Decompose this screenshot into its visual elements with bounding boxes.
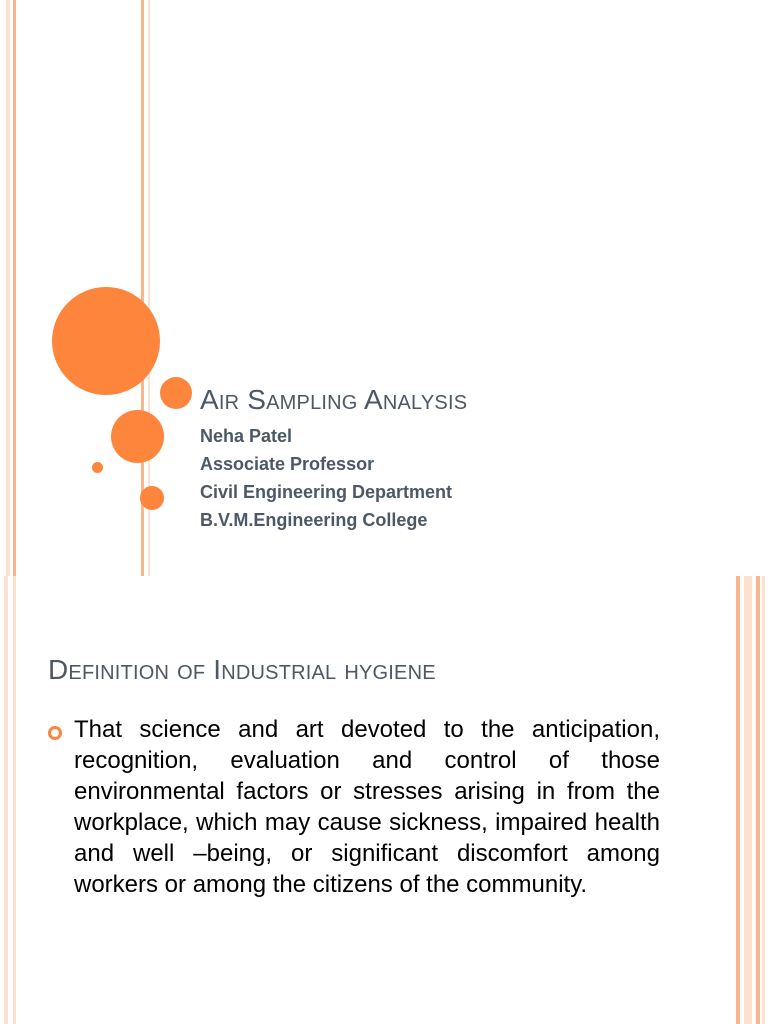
college-name: B.V.M.Engineering College [200, 510, 428, 530]
definition-text: That science and art devoted to the anticipation, recognition, evaluation and control of those environmental factors or stresses arising in from the workplace, which may cause sickness, impaired health and well –being, or significant discomfort among workers or among the citizens of the community. [74, 716, 660, 898]
decorative-stripe [4, 576, 8, 1024]
decorative-stripe [744, 576, 752, 1024]
section-heading: Definition of Industrial hygiene [48, 654, 436, 685]
title-block [200, 382, 467, 534]
decorative-stripe [13, 576, 16, 1024]
medium-circle-decoration [111, 410, 164, 463]
decorative-stripe [762, 576, 765, 1024]
department-name: Civil Engineering Department [200, 482, 453, 502]
hollow-circle-bullet-icon [48, 726, 62, 740]
presentation-title: Air Sampling Analysis [200, 384, 468, 415]
decorative-stripe [736, 576, 740, 1024]
author-name: Neha Patel [200, 426, 293, 446]
author-position: Associate Professor [200, 454, 375, 474]
bullet-list-item [48, 714, 660, 900]
definition-slide [0, 576, 768, 1024]
tiny-circle-decoration [92, 462, 103, 473]
small-circle-decoration [160, 377, 192, 409]
decorative-stripe [13, 0, 16, 576]
small-circle-decoration [140, 486, 164, 510]
decorative-stripe [6, 0, 10, 576]
large-circle-decoration [52, 287, 160, 395]
decorative-stripe [756, 576, 760, 1024]
